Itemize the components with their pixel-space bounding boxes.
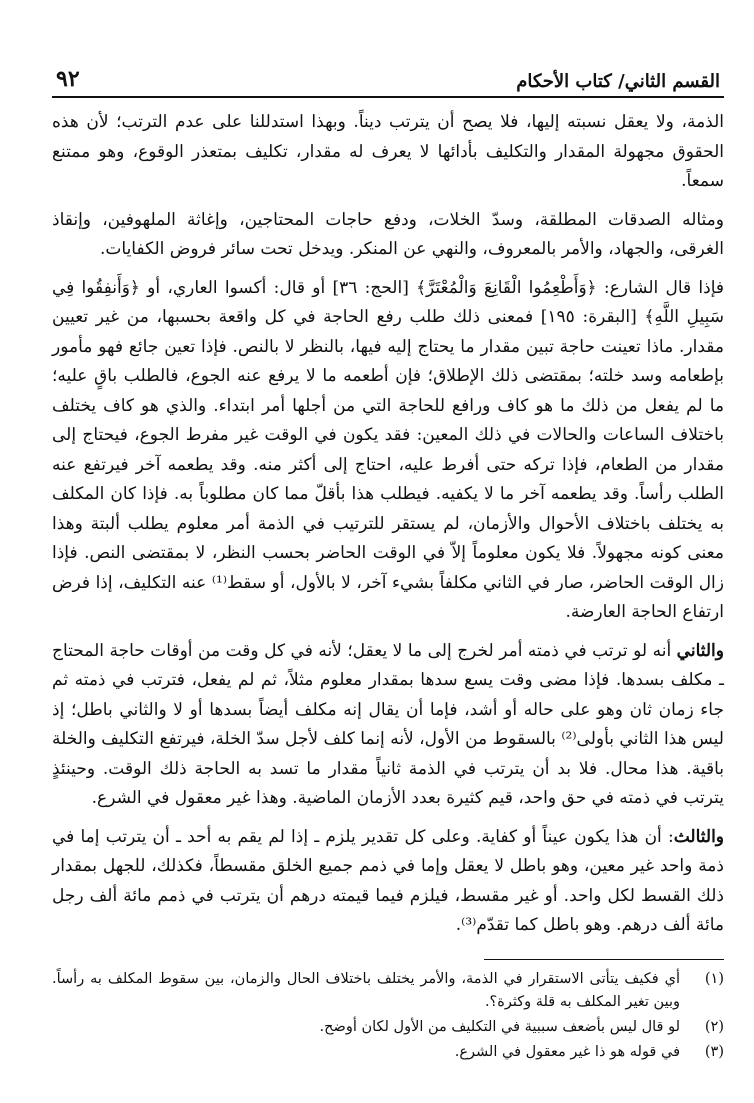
paragraph [52, 108, 724, 197]
paragraph-lead: والثالث [673, 826, 724, 847]
footnote-number: (١) [704, 970, 724, 987]
footnote-divider [484, 959, 724, 960]
paragraph-text: : أن هذا يكون عيناً أو كفاية. وعلى كل تقدير يلزم ـ إذا لم يقم به أحد ـ أن يترتب إما في ذمة واحد غير معين، وهو باطل لا يعقل وإما في ذمم جميع الخلق مقسطاً، فكذلك، للجهل بمقدار ذلك القسط لكل واحد. أو غير مقسط، فيلزم فيما قيمته درهم أن يترتب في ذمم مائة ألف رجل مائة ألف درهم. وهو باطل كما تقدّم⁽³⁾. [52, 826, 725, 935]
paragraph-text: الذمة، ولا يعقل نسبته إليها، فلا يصح أن يترتب ديناً. وبهذا استدللنا على عدم الترتب؛ لأن هذه الحقوق مجهولة المقدار والتكليف بأدائها لا يعرف له مقدار، تكليف بمتعذر الوقوع، وهو ممتنع سمعاً. [52, 112, 724, 191]
paragraph [52, 823, 724, 941]
footnote-number: (٣) [704, 1043, 724, 1060]
page-header [52, 52, 724, 98]
running-title: القسم الثاني/ كتاب الأحكام [516, 71, 720, 92]
footnote [52, 1041, 724, 1064]
paragraph-text: ومثاله الصدقات المطلقة، وسدّ الخلات، ودفع حاجات المحتاجين، وإغاثة الملهوفين، وإنقاذ الغرقى، والجهاد، والأمر بالمعروف، والنهي عن المنكر. ويدخل تحت سائر فروض الكفايات. [52, 209, 724, 259]
footnote [52, 968, 724, 1014]
footnote-text: أي فكيف يتأتى الاستقرار في الذمة، والأمر يختلف باختلاف الحال والزمان، بين سقوط المكلف به رأساً. وبين تغير المكلف به قلة وكثرة؟. [52, 970, 680, 1010]
footnote [52, 1016, 724, 1039]
paragraph [52, 206, 724, 265]
footnote-text: في قوله هو ذا غير معقول في الشرع. [454, 1043, 680, 1060]
paragraph-text: فإذا قال الشارع: ﴿وَأَطْعِمُوا الْقَانِعَ وَالْمُعْتَرَّ﴾ [الحج: ٣٦] أو قال: أكسوا العاري، أو ﴿وَأَنفِقُوا فِي سَبِيلِ اللَّهِ﴾ [البقرة: ١٩٥] فمعنى ذلك طلب رفع الحاجة في كل واقعة بحسبها، من غير تعيين مقدار. ماذا تعينت حاجة تبين مقدار ما يحتاج إليه فيها، بالنظر لا بالنص. فإذا تعين جائع فهو مأمور بإطعامه وسد خلته؛ بمقتضى ذلك الإطلاق؛ فإن أطعمه ما لا يرفع عنه الجوع، فالطلب باقٍ عليه؛ ما لم يفعل من ذلك ما هو كاف ورافع للحاجة التي من أجلها أمر ابتداء. والذي هو كاف يختلف باختلاف الساعات والحالات في ذلك المعين: فقد يكون في الوقت غير مفرط الجوع، فيحتاج إلى مقدار من الطعام، فإذا تركه حتى أفرط عليه، احتاج إلى أكثر منه. وقد يطعمه آخر فيرتفع عنه الطلب رأساً. وقد يطعمه آخر ما لا يكفيه. فيطلب هذا بأقلّ مما كان مطلوباً به. فإذا كان المكلف به يختلف باختلاف الأحوال والأزمان، لم يستقر للترتيب في الذمة أمر معلوم يطلب ألبتة وهذا معنى كونه مجهولاً. فلا يكون معلوماً إلاّ في الوقت الحاضر بحسب النظر، لا بمقتضى النص. فإذا زال الوقت الحاضر، صار في الثاني مكلفاً بشيء آخر، لا بالأول، أو سقط⁽¹⁾ عنه التكليف، إذا فرض ارتفاع الحاجة العارضة. [52, 277, 724, 622]
paragraph [52, 637, 724, 814]
footnote-text: لو قال ليس بأضعف سببية في التكليف من الأول لكان أوضح. [319, 1018, 680, 1035]
footnotes [52, 968, 724, 1064]
paragraph-text: أنه لو ترتب في ذمته أمر لخرج إلى ما لا يعقل؛ لأنه في كل وقت من أوقات حاجة المحتاج ـ مكلف بسدها. فإذا مضى وقت يسع سدها بمقدار معلوم مثلاً، ثم لم يفعل، فترتب في ذمته ثم جاء زمان ثان وهو على حاله أو أشد، فإما أن يقال إنه مكلف أيضاً بسدها أو لا والثاني باطل؛ إذ ليس هذا الثاني بأولى⁽²⁾ بالسقوط من الأول، لأنه إنما كلف لأجل سدّ الخلة، فيرتفع التكليف والخلة باقية. هذا محال. فلا بد أن يترتب في الذمة ثانياً مقدار ما تسد به الحاجة ذلك الوقت. وحينئذٍ يترتب في ذمته في حق واحد، قيم كثيرة بعدد الأزمان الماضية. وهذا غير معقول في الشرع. [52, 640, 724, 808]
footnote-number: (٢) [704, 1018, 724, 1035]
paragraph-lead: والثاني [676, 640, 724, 661]
page-number: ٩٢ [56, 66, 80, 92]
main-text [52, 108, 724, 941]
paragraph [52, 274, 724, 628]
